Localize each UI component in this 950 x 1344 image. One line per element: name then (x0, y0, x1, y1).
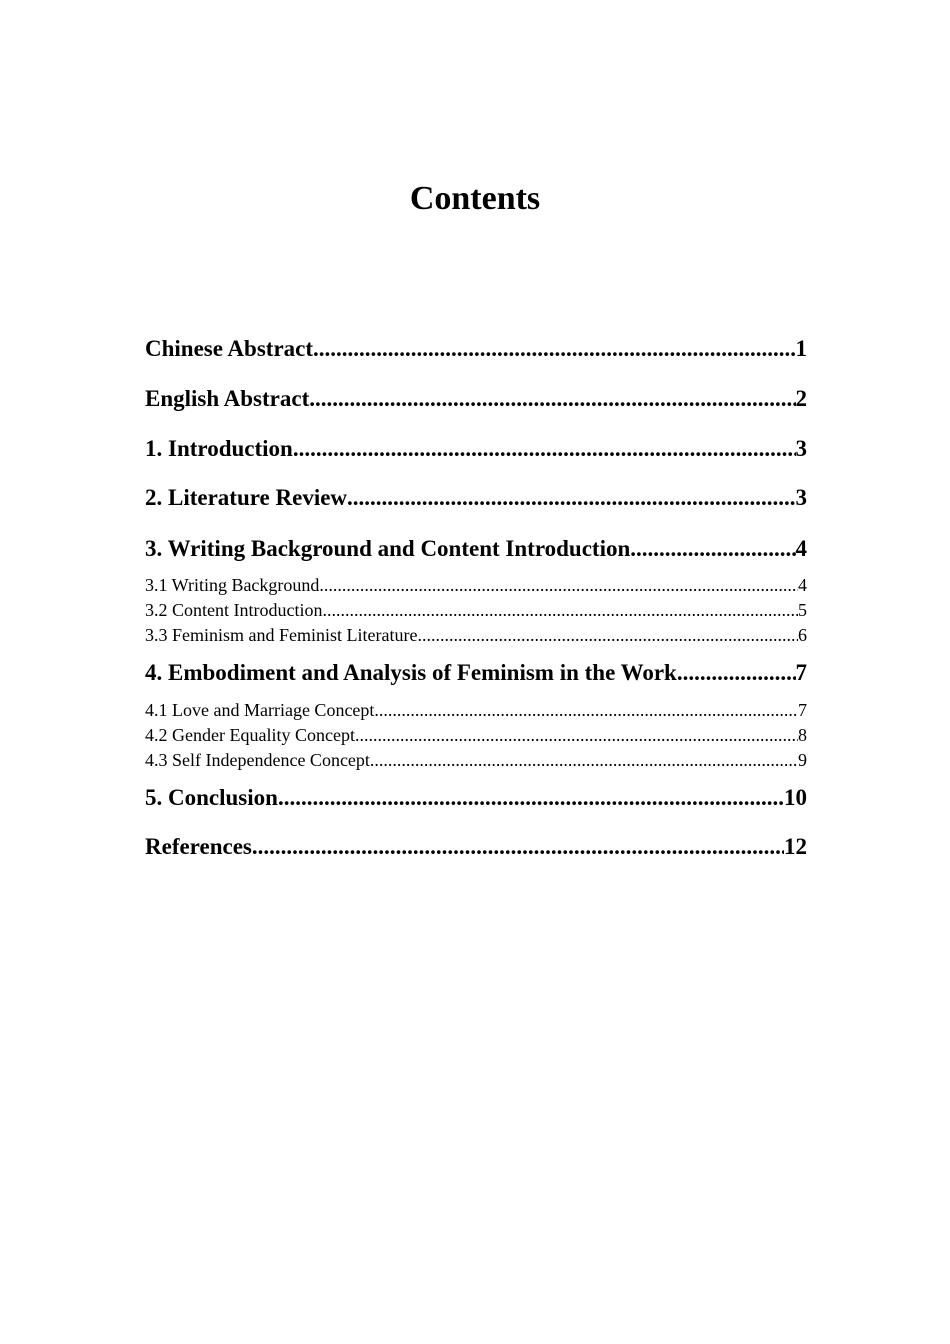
toc-dot-leader (374, 698, 798, 722)
toc-entry-writing-background[interactable] (145, 573, 807, 597)
toc-entry-label: 3.1 Writing Background (145, 575, 320, 595)
toc-entry-self-independence[interactable] (145, 748, 807, 772)
toc-page-number: 2 (795, 386, 807, 411)
toc-entry-embodiment-analysis[interactable] (145, 658, 807, 688)
toc-entry-label: 4.1 Love and Marriage Concept (145, 700, 375, 720)
toc-entry-references[interactable] (145, 832, 807, 862)
toc-entry-label: 3.3 Feminism and Feminist Literature (145, 625, 418, 645)
toc-dot-leader (309, 384, 795, 414)
toc-entry-label: References (145, 834, 252, 859)
toc-page-number: 4 (795, 536, 807, 561)
toc-dot-leader (677, 658, 796, 688)
toc-entry-label: 4.3 Self Independence Concept (145, 750, 370, 770)
toc-dot-leader (347, 483, 795, 513)
toc-page-number: 5 (798, 600, 807, 620)
toc-dot-leader (630, 534, 795, 564)
toc-entry-label: English Abstract (145, 386, 310, 411)
toc-entry-label: Chinese Abstract (145, 336, 314, 361)
toc-entry-literature-review[interactable] (145, 483, 807, 513)
page-title: Contents (409, 180, 541, 217)
toc-page-number: 3 (795, 485, 807, 510)
toc-dot-leader (370, 748, 798, 772)
toc-dot-leader (252, 832, 784, 862)
toc-page-number: 8 (798, 725, 807, 745)
toc-page-number: 4 (798, 575, 807, 595)
toc-entry-conclusion[interactable] (145, 783, 807, 813)
toc-dot-leader (293, 434, 796, 464)
toc-entry-label: 4. Embodiment and Analysis of Feminism in the Work (145, 660, 677, 685)
toc-entry-label: 3.2 Content Introduction (145, 600, 323, 620)
toc-entry-english-abstract[interactable] (145, 384, 807, 414)
toc-page-number: 7 (795, 660, 807, 685)
toc-entry-label: 5. Conclusion (145, 785, 278, 810)
toc-entry-gender-equality[interactable] (145, 723, 807, 747)
toc-entry-label: 2. Literature Review (145, 485, 348, 510)
toc-entry-introduction[interactable] (145, 434, 807, 464)
toc-entry-writing-background-content[interactable] (145, 534, 807, 564)
toc-page-number: 3 (795, 436, 807, 461)
toc-dot-leader (355, 723, 798, 747)
toc-page-number: 1 (795, 336, 807, 361)
toc-entry-chinese-abstract[interactable] (145, 334, 807, 364)
toc-entry-label: 3. Writing Background and Content Introduction (145, 536, 631, 561)
toc-page-number: 10 (784, 785, 807, 810)
toc-entry-content-introduction[interactable] (145, 598, 807, 622)
toc-entry-label: 1. Introduction (145, 436, 293, 461)
toc-dot-leader (322, 598, 798, 622)
toc-page-number: 6 (798, 625, 807, 645)
table-of-contents (145, 0, 807, 1344)
toc-dot-leader (278, 783, 784, 813)
toc-page-number: 7 (798, 700, 807, 720)
toc-entry-label: 4.2 Gender Equality Concept (145, 725, 355, 745)
toc-page-number: 9 (798, 750, 807, 770)
toc-dot-leader (319, 573, 798, 597)
toc-page-number: 12 (784, 834, 807, 859)
toc-dot-leader (313, 334, 795, 364)
toc-dot-leader (417, 623, 798, 647)
toc-entry-love-marriage[interactable] (145, 698, 807, 722)
toc-entry-feminism-literature[interactable] (145, 623, 807, 647)
